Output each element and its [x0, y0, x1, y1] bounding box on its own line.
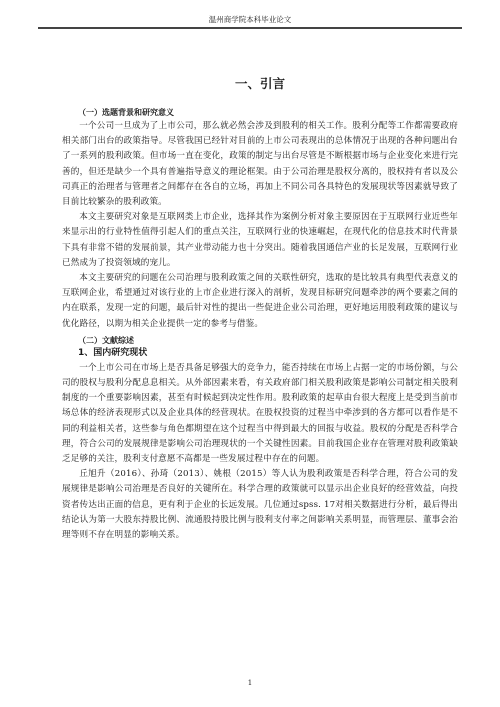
section-heading-background: （一）选题背景和研究意义: [78, 107, 174, 117]
chapter-title: 一、引言: [234, 76, 285, 91]
paragraph: 本文主要研究对象是互联网类上市企业，选择其作为案例分析对象主要原因在于互联网行业近些年来显示出的行业特性值得引起人们的重点关注，互联网行业的快速崛起，在现代化的信息技术时代背景下具有非常不错的发展前景，其产业带动能力也十分突出。随着我国通信产业的长足发展，互联网行业已然成为了投资领域的宠儿。: [62, 212, 458, 268]
page-number: 1: [247, 679, 253, 687]
paragraph: 丘旭升（2016）、孙琦（2013）、姚根（2015）等人认为股利政策是否科学合理，符合公司的发展规律是影响公司治理是否良好的关键所在。科学合理的政策就可以显示出企业良好的经营效益，向投资者传达出正面的信息，更有利于企业的长远发展。几位通过spss. 17对相关数据进行分析，最后得出结论认为第一大股东持股比例、流通股持股比例与股利支付率之间影响关系明显，而管理层、董事会治理等则不存在明显的影响关系。: [62, 469, 458, 541]
subsection-heading-domestic: 1、国内研究现状: [78, 347, 148, 358]
paragraph: 一个公司一旦成为了上市公司，那么就必然会涉及到股利的相关工作。股利分配等工作都需要政府相关部门出台的政策指导。尽管我国已经针对目前的上市公司表现出的总体情况于出现的各种问题出台了一系列的股利政策。但市场一直在变化，政策的制定与出台尽管是不断根据市场与企业变化来进行完善的，但还是缺少一个具有普遍指导意义的理论框架。由于公司治理是股权分离的，股权持有者以及公司真正的治理者与管理者之间都存在各自的立场，再加上不同公司各具特色的发展现状等因素就导致了目前比较繁杂的股利政策。: [62, 121, 458, 208]
paragraph: 本文主要研究的问题在公司治理与股利政策之间的关联性研究，选取的是比较具有典型代表意义的互联网企业，希望通过对该行业的上市企业进行深入的剖析，发现目标研究问题牵涉的两个要素之间的内在联系，发现一定的问题，最后针对性的提出一些促进企业公司治理，更好地运用股利政策的建议与优化路径，以期为相关企业提供一定的参考与借鉴。: [62, 273, 458, 329]
paragraph: 一个上市公司在市场上是否具备足够强大的竞争力，能否持续在市场上占据一定的市场份额，与公司的股权与股利分配息息相关。从外部因素来看，有关政府部门相关股利政策是影响公司制定相关股利制度的一个重要影响因素，甚至有时候起到决定性作用。股利政策的起草由台很大程度上是受到当前市场总体的经济表现形式以及企业具体的经营现状。在股权投资的过程当中牵涉到的各方都可以看作是不同的利益相关者，这些参与角色都期望在这个过程当中得到最大的回报与收益。股权的分配是否科学合理，符合公司的发展规律是影响公司治理现状的一个关键性因素。目前我国企业存在管理对股利政策缺乏足够的关注，股利支付意愿不高都是一些发展过程中存在的问题。: [62, 362, 458, 465]
section-heading-review: （二）文献综述: [78, 334, 134, 345]
page-header: [38, 14, 462, 29]
header-title: 温州商学院本科毕业论文: [38, 14, 462, 28]
page-content: [62, 62, 458, 543]
